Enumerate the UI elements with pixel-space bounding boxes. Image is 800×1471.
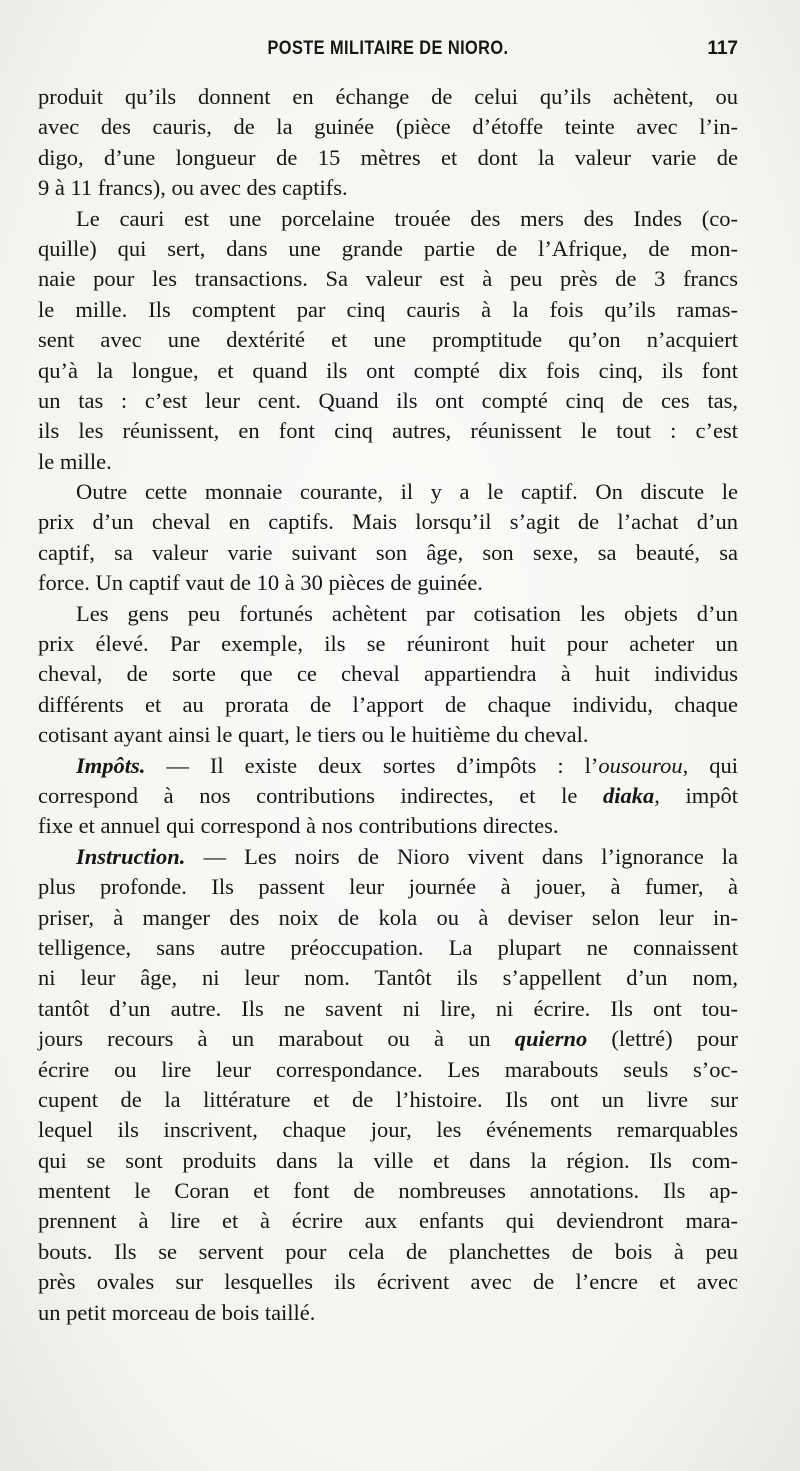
text-line [38, 1024, 738, 1054]
running-head-title: POSTE MILITAIRE DE NIORO. [267, 38, 509, 59]
text-line: telligence, sans autre préoccupation. La plupart ne connaissent [38, 934, 738, 960]
text-line: près ovales sur lesquelles ils écrivent avec de l’encre et avec [38, 1269, 738, 1295]
text-line: plus profonde. Ils passent leur journée à jouer, à fumer, à [38, 874, 738, 900]
text-line: produit qu’ils donnent en échange de celui qu’ils achètent, ou [38, 84, 738, 109]
text-fragment: , qui [682, 752, 738, 778]
text-line: Outre cette monnaie courante, il y a le captif. On discute le [76, 479, 738, 505]
section-heading-impots: Impôts. [76, 752, 146, 778]
text-line: avec des cauris, de la guinée (pièce d’étoffe teinte avec l’in- [38, 114, 738, 140]
text-line: écrire ou lire leur correspondance. Les marabouts seuls s’oc- [38, 1056, 738, 1082]
section-heading-instruction: Instruction. [76, 843, 186, 869]
text-fragment: jours recours à un marabout ou à un [38, 1026, 515, 1052]
text-fragment: — Il existe deux sortes d’impôts : l’ [145, 752, 599, 778]
text-line: cupent de la littérature et de l’histoire. Ils ont un livre sur [38, 1086, 738, 1112]
text-line: cheval, de sorte que ce cheval appartiendra à huit individus [38, 661, 738, 687]
text-line: prennent à lire et à écrire aux enfants qui deviendront mara- [38, 1208, 738, 1234]
body-text [38, 82, 738, 1328]
text-line [38, 751, 738, 781]
text-line: 9 à 11 francs), ou avec des captifs. [38, 175, 348, 201]
text-line: captif, sa valeur varie suivant son âge, son sexe, sa beauté, sa [38, 539, 738, 565]
text-line: Le cauri est une porcelaine trouée des mers des Indes (co- [76, 205, 738, 231]
text-line: qu’à la longue, et quand ils ont compté dix fois cinq, ils font [38, 357, 738, 383]
text-line: bouts. Ils se servent pour cela de planchettes de bois à peu [38, 1238, 738, 1264]
text-line: sent avec une dextérité et une promptitude qu’on n’acquiert [38, 327, 738, 353]
term-quierno: quierno [514, 1026, 588, 1052]
text-line: ni leur âge, ni leur nom. Tantôt ils s’appellent d’un nom, [38, 965, 738, 991]
text-fragment: , impôt [654, 782, 738, 808]
text-line: prix d’un cheval en captifs. Mais lorsqu’il s’agit de l’achat d’un [38, 509, 738, 535]
running-head [38, 38, 738, 72]
text-line: ils les réunissent, en font cinq autres, réunissent le tout : c’est [38, 418, 738, 444]
text-fragment: correspond à nos contributions indirectes, et le [38, 782, 603, 808]
text-line: force. Un captif vaut de 10 à 30 pièces de guinée. [38, 570, 483, 596]
text-line: tantôt d’un autre. Ils ne savent ni lire, ni écrire. Ils ont tou- [38, 995, 738, 1021]
text-line: fixe et annuel qui correspond à nos contributions directes. [38, 813, 559, 839]
text-line: Les gens peu fortunés achètent par cotisation les objets d’un [76, 600, 738, 626]
text-fragment: — Les noirs de Nioro vivent dans l’ignorance la [185, 843, 738, 869]
text-fragment: (lettré) pour [587, 1026, 739, 1052]
text-line: le mille. Ils comptent par cinq cauris à la fois qu’ils ramas- [38, 296, 738, 322]
text-line: lequel ils inscrivent, chaque jour, les événements remarquables [38, 1117, 738, 1143]
page-number: 117 [707, 38, 738, 59]
text-line: naie pour les transactions. Sa valeur est à peu près de 3 francs [38, 266, 738, 292]
term-ousourou: ousourou [598, 752, 683, 778]
text-line: digo, d’une longueur de 15 mètres et dont la valeur varie de [38, 144, 738, 170]
term-diaka: diaka [602, 782, 655, 808]
text-line: cotisant ayant ainsi le quart, le tiers ou le huitième du cheval. [38, 722, 589, 748]
text-line: un tas : c’est leur cent. Quand ils ont compté cinq de ces tas, [38, 387, 738, 413]
text-line [38, 842, 738, 872]
text-line: le mille. [38, 448, 112, 474]
text-line: prix élevé. Par exemple, ils se réuniront huit pour acheter un [38, 631, 738, 657]
text-line: qui se sont produits dans la ville et dans la région. Ils com- [38, 1147, 738, 1173]
text-line [38, 781, 738, 811]
text-line: différents et au prorata de l’apport de chaque individu, chaque [38, 691, 738, 717]
text-line: un petit morceau de bois taillé. [38, 1299, 316, 1325]
text-line: quille) qui sert, dans une grande partie de l’Afrique, de mon- [38, 235, 738, 261]
text-line: mentent le Coran et font de nombreuses annotations. Ils ap- [38, 1178, 738, 1204]
text-line: priser, à manger des noix de kola ou à deviser selon leur in- [38, 904, 738, 930]
